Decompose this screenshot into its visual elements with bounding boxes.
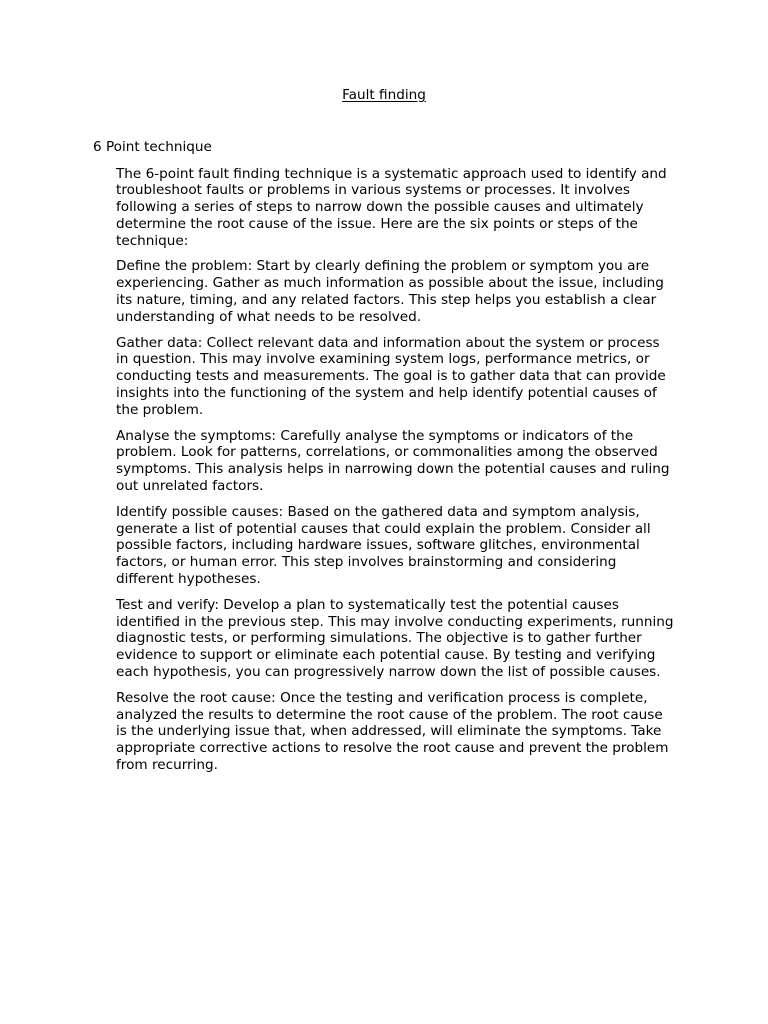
- document-title: [0, 87, 768, 104]
- step-resolve-root-cause-paragraph: Resolve the root cause: Once the testing and verification process is complete, analyzed the results to determine the root cause of the problem. The root cause is the underlying issue that, when addressed, will eliminate the symptoms. Take appropriate corrective actions to resolve the root cause and prevent the problem from recurring.: [116, 689, 669, 773]
- document-body: [116, 166, 676, 783]
- step-test-verify-paragraph: Test and verify: Develop a plan to systematically test the potential causes identified in the previous step. This may involve conducting experiments, running diagnostic tests, or performing simulations. The objective is to gather further evidence to support or eliminate each potential cause. By testing and verifying each hypothesis, you can progressively narrow down the list of possible causes.: [116, 596, 674, 681]
- document-title-text: Fault finding: [342, 87, 426, 103]
- section-heading: 6 Point technique: [93, 139, 212, 155]
- step-identify-causes-paragraph: Identify possible causes: Based on the gathered data and symptom analysis, generate a list of potential causes that could explain the problem. Consider all possible factors, including hardware issues, software glitches, environmental factors, or human error. This step involves brainstorming and considering different hypotheses.: [116, 503, 651, 588]
- step-analyse-symptoms-paragraph: Analyse the symptoms: Carefully analyse the symptoms or indicators of the problem. Look for patterns, correlations, or commonalities among the observed symptoms. This analysis helps in narrowing down the potential causes and ruling out unrelated factors.: [116, 427, 670, 495]
- intro-paragraph: The 6-point fault finding technique is a systematic approach used to identify and troubleshoot faults or problems in various systems or processes. It involves following a series of steps to narrow down the possible causes and ultimately determine the root cause of the issue. Here are the six points or steps of the technique:: [116, 165, 667, 249]
- step-gather-data-paragraph: Gather data: Collect relevant data and information about the system or process in question. This may involve examining system logs, performance metrics, or conducting tests and measurements. The goal is to gather data that can provide insights into the functioning of the system and help identify potential causes of the problem.: [116, 334, 666, 418]
- step-define-problem-paragraph: Define the problem: Start by clearly defining the problem or symptom you are experiencing. Gather as much information as possible about the issue, including its nature, timing, and any related factors. This step helps you establish a clear understanding of what needs to be resolved.: [116, 258, 664, 325]
